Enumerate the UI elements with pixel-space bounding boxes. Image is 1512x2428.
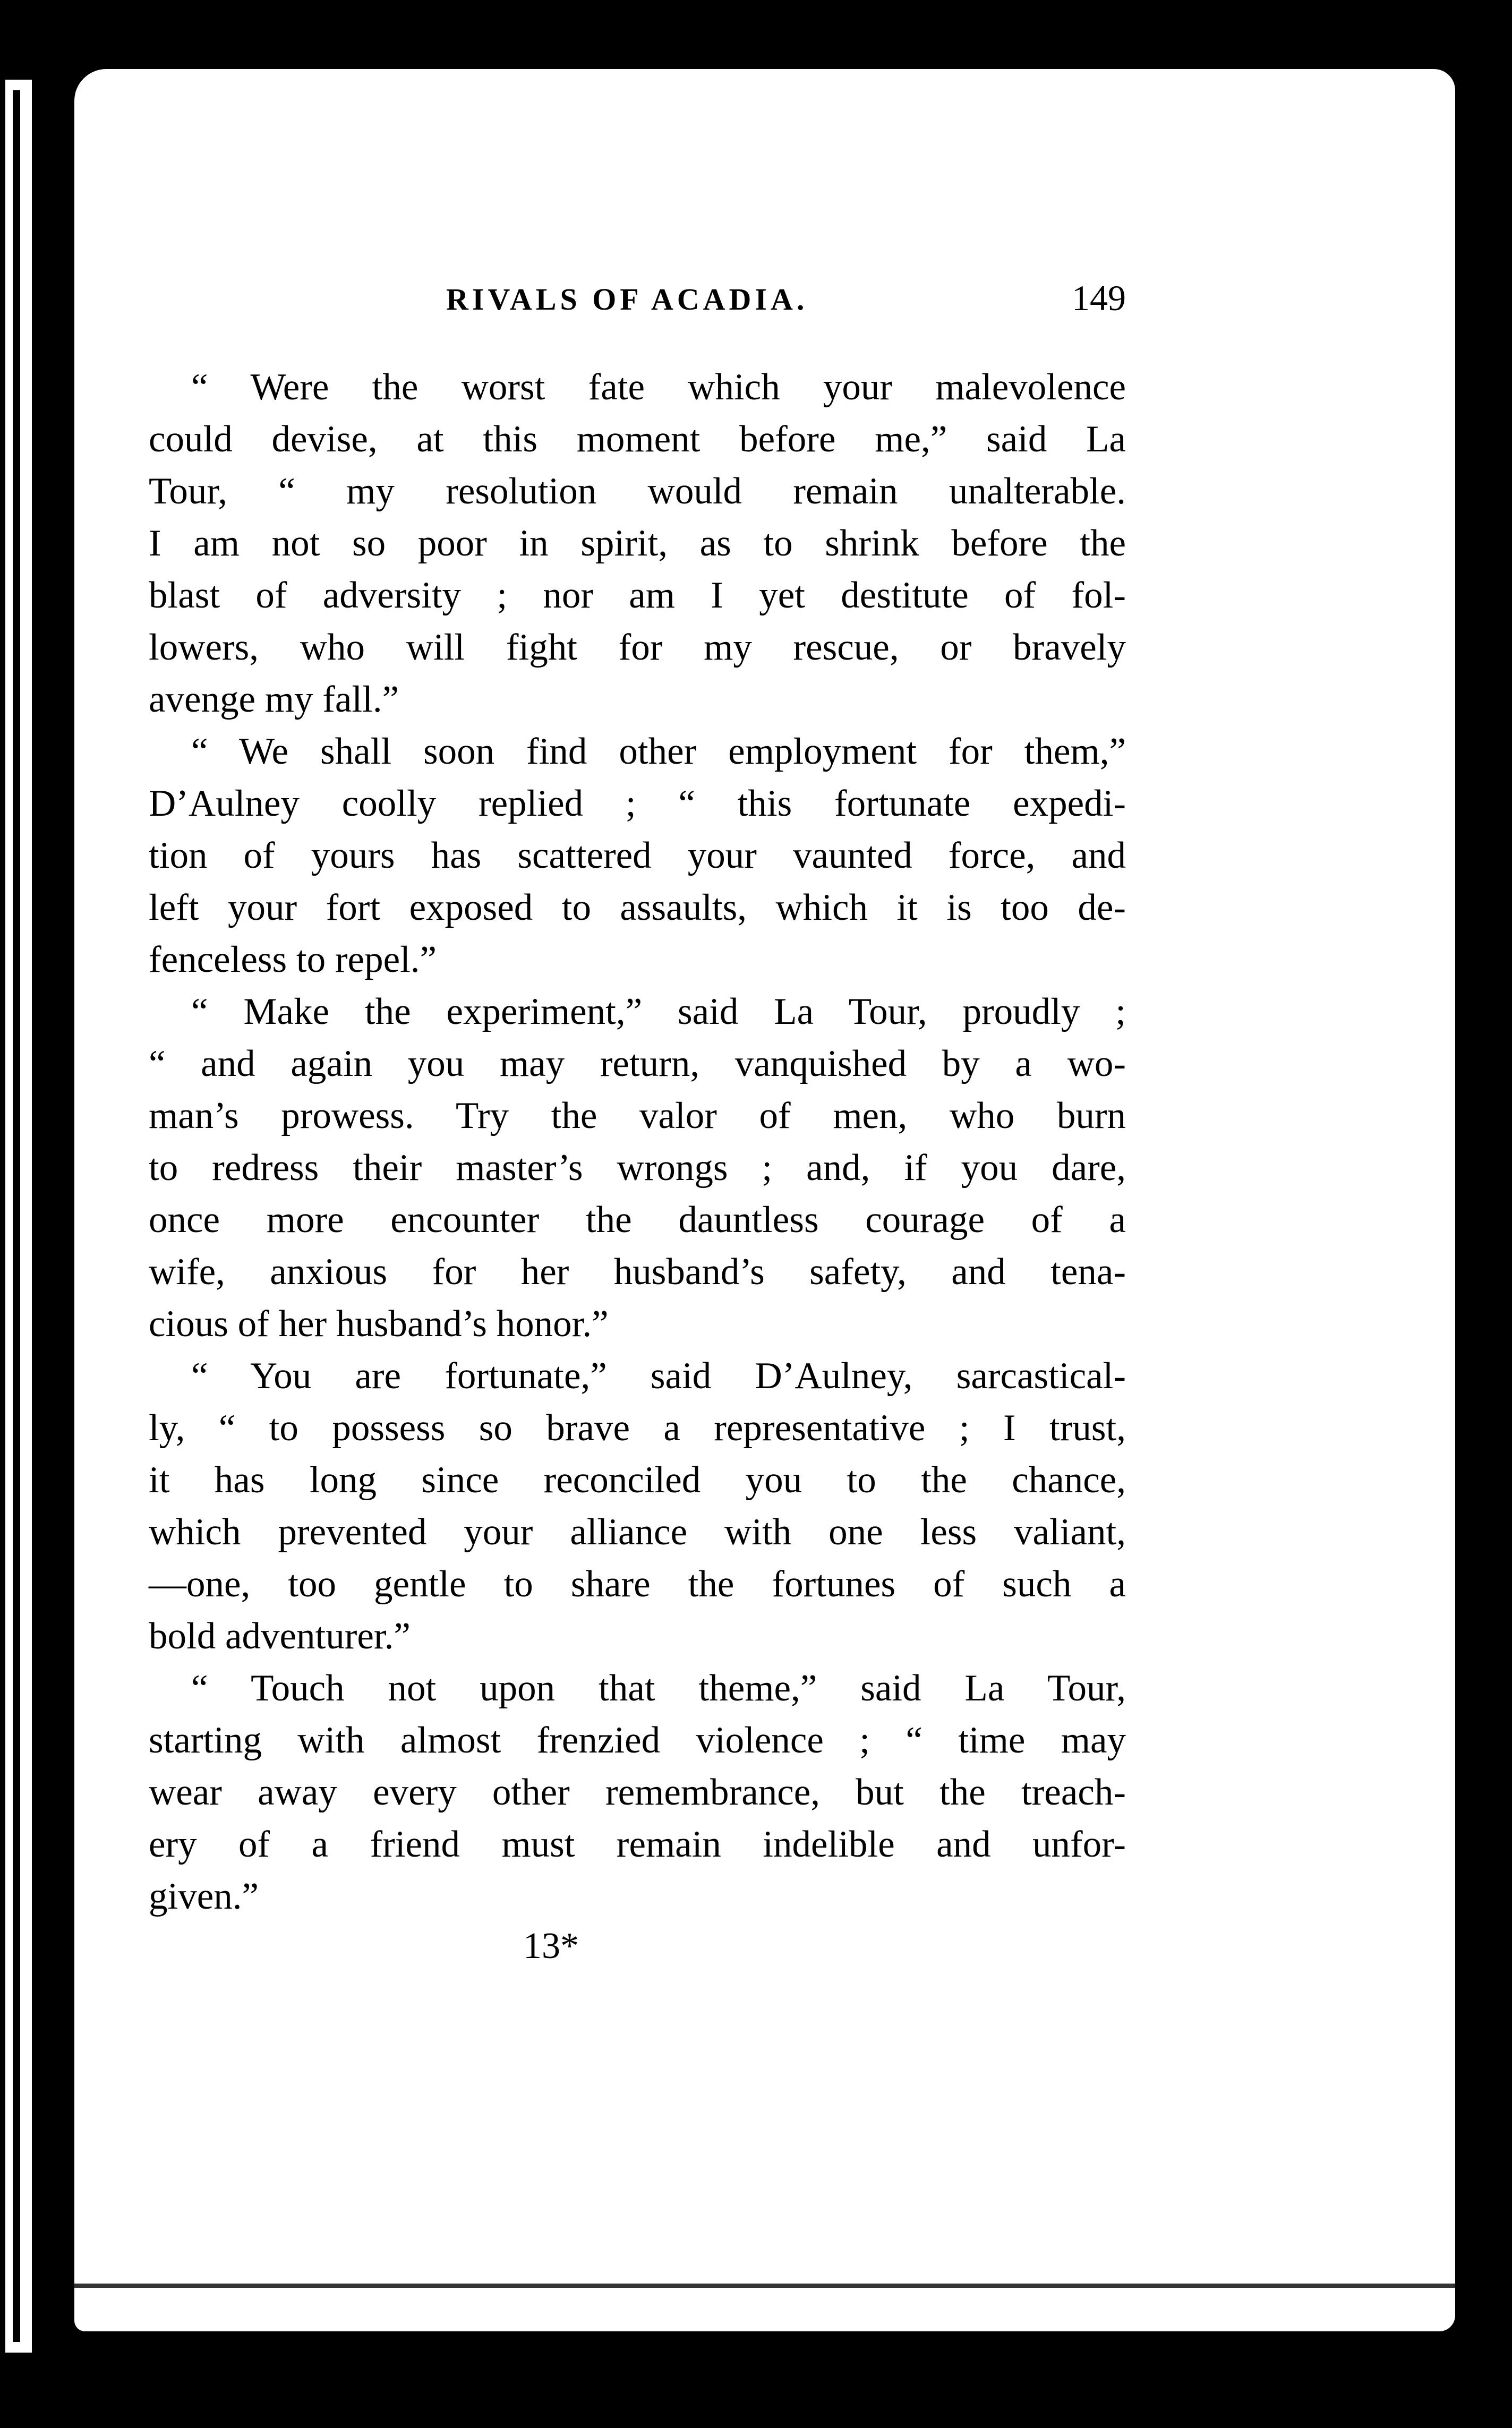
text-line: lowers, who will fight for my rescue, or bravely xyxy=(149,627,1126,668)
text-line: fenceless to repel.” xyxy=(149,939,437,980)
page-bottom-edge xyxy=(74,2284,1455,2288)
running-title: RIVALS OF ACADIA. xyxy=(446,282,808,317)
text-line: blast of adversity ; nor am I yet destitute of fol- xyxy=(149,575,1126,616)
text-line: cious of her husband’s honor.” xyxy=(149,1303,609,1345)
signature-mark: 13* xyxy=(523,1926,579,1967)
text-line: D’Aulney coolly replied ; “ this fortunate expedi- xyxy=(149,783,1126,824)
text-line: it has long since reconciled you to the chance, xyxy=(149,1459,1126,1501)
text-line: “ Were the worst fate which your malevolence xyxy=(191,366,1126,408)
text-line: ery of a friend must remain indelible and unfor- xyxy=(149,1824,1126,1865)
body-text xyxy=(149,361,1126,1922)
text-line: to redress their master’s wrongs ; and, if you dare, xyxy=(149,1147,1126,1189)
text-line: Tour, “ my resolution would remain unalterable. xyxy=(149,471,1126,512)
text-line: which prevented your alliance with one less valiant, xyxy=(149,1511,1126,1553)
text-line: wear away every other remembrance, but the treach- xyxy=(149,1772,1126,1813)
text-line: bold adventurer.” xyxy=(149,1615,411,1657)
text-line: could devise, at this moment before me,” said La xyxy=(149,418,1126,460)
text-line: “ You are fortunate,” said D’Aulney, sarcastical- xyxy=(191,1355,1126,1397)
text-line: left your fort exposed to assaults, which it is too de- xyxy=(149,887,1126,928)
text-line: man’s prowess. Try the valor of men, who burn xyxy=(149,1095,1126,1136)
text-line: “ Make the experiment,” said La Tour, proudly ; xyxy=(191,991,1126,1032)
text-line: tion of yours has scattered your vaunted force, and xyxy=(149,835,1126,876)
text-line: ly, “ to possess so brave a representative ; I trust, xyxy=(149,1407,1126,1449)
text-line: avenge my fall.” xyxy=(149,679,399,720)
text-line: wife, anxious for her husband’s safety, and tena- xyxy=(149,1251,1126,1293)
page-header xyxy=(149,278,1126,329)
text-line: I am not so poor in spirit, as to shrink before the xyxy=(149,523,1126,564)
text-line: starting with almost frenzied violence ; “ time may xyxy=(149,1720,1126,1761)
text-line: once more encounter the dauntless courage of a xyxy=(149,1199,1126,1241)
spine-shadow xyxy=(13,90,20,2342)
text-line: given.” xyxy=(149,1876,259,1917)
text-line: “ and again you may return, vanquished by a wo- xyxy=(149,1043,1126,1084)
text-line: “ Touch not upon that theme,” said La Tour, xyxy=(191,1668,1126,1709)
text-line: “ We shall soon find other employment for them,” xyxy=(191,731,1126,772)
page-number: 149 xyxy=(1072,278,1126,318)
text-line: —one, too gentle to share the fortunes of such a xyxy=(149,1563,1126,1605)
